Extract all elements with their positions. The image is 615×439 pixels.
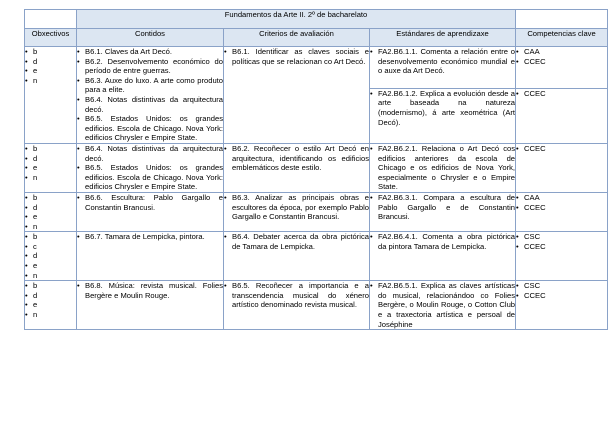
header-row bbox=[25, 29, 608, 47]
title-row bbox=[25, 10, 608, 29]
criteria-cell bbox=[224, 143, 370, 192]
content-item-list bbox=[77, 232, 223, 242]
criteria-cell bbox=[224, 47, 370, 144]
objective-item: • e bbox=[25, 163, 76, 173]
criteria-cell bbox=[224, 281, 370, 330]
objective-item-list bbox=[25, 193, 76, 231]
header-contents: Contidos bbox=[77, 29, 224, 47]
standard-item-list bbox=[370, 232, 515, 251]
standard-cell bbox=[370, 47, 516, 89]
table-row bbox=[25, 192, 608, 231]
competence-item-list bbox=[516, 232, 607, 251]
content-item: • B6.4. Notas distintivas da arquitectura decó. bbox=[77, 144, 223, 163]
criterion-item-list bbox=[224, 144, 369, 173]
contents-cell bbox=[77, 47, 224, 144]
content-item: • B6.5. Estados Unidos: os grandes edificios. Escola de Chicago. Nova York: edificios Chrysler e Empire State. bbox=[77, 163, 223, 192]
criterion-item: • B6.2. Recoñecer o estilo Art Decó en arquitectura, identificando os edificios emblemáticos deste estilo. bbox=[224, 144, 369, 173]
content-item: • B6.8. Música: revista musical. Folies Bergère e Moulin Rouge. bbox=[77, 281, 223, 300]
contents-cell bbox=[77, 281, 224, 330]
standard-item: • FA2.B6.4.1. Comenta a obra pictórica da pintora Tamara de Lempicka. bbox=[370, 232, 515, 251]
content-item: • B6.1. Claves da Art Decó. bbox=[77, 47, 223, 57]
standard-item-list bbox=[370, 144, 515, 192]
table-row bbox=[25, 143, 608, 192]
criteria-cell bbox=[224, 192, 370, 231]
criterion-item: • B6.4. Debater acerca da obra pictórica de Tamara de Lempicka. bbox=[224, 232, 369, 251]
content-item: • B6.2. Desenvolvemento económico do período de entre guerras. bbox=[77, 57, 223, 76]
objective-item: • e bbox=[25, 66, 76, 76]
standard-item: • FA2.B6.1.2. Explica a evolución desde a arte baseada na natureza (modernismo), á arte xeométrica (Art Decó). bbox=[370, 89, 515, 127]
objectives-cell bbox=[25, 232, 77, 281]
competence-item-list bbox=[516, 89, 607, 99]
content-item: • B6.3. Auxe do luxo. A arte como produto para a elite. bbox=[77, 76, 223, 95]
competence-item: • CCEC bbox=[516, 203, 607, 213]
objective-item: • d bbox=[25, 291, 76, 301]
criterion-item-list bbox=[224, 193, 369, 222]
competence-item: • CCEC bbox=[516, 291, 607, 301]
content-item-list bbox=[77, 47, 223, 143]
criterion-item-list bbox=[224, 47, 369, 66]
table-body bbox=[25, 47, 608, 330]
table-row bbox=[25, 281, 608, 330]
standard-item-list bbox=[370, 193, 515, 222]
objectives-cell bbox=[25, 47, 77, 144]
criteria-cell bbox=[224, 232, 370, 281]
competences-cell bbox=[516, 232, 608, 281]
content-item: • B6.4. Notas distintivas da arquitectura decó. bbox=[77, 95, 223, 114]
objective-item: • d bbox=[25, 57, 76, 67]
standard-item: • FA2.B6.3.1. Compara a escultura de Pablo Gargallo e de Constantin Brancusi. bbox=[370, 193, 515, 222]
header-criteria: Criterios de avaliación bbox=[224, 29, 370, 47]
standard-cell bbox=[370, 88, 516, 143]
standard-cell bbox=[370, 192, 516, 231]
content-item-list bbox=[77, 193, 223, 212]
competence-item: • CCEC bbox=[516, 89, 607, 99]
objective-item: • b bbox=[25, 47, 76, 57]
competence-item: • CAA bbox=[516, 193, 607, 203]
objective-item: • d bbox=[25, 154, 76, 164]
criterion-item-list bbox=[224, 281, 369, 310]
table-title: Fundamentos da Arte II. 2º de bacharelato bbox=[77, 10, 516, 29]
content-item: • B6.6. Escultura: Pablo Gargallo e Constantin Brancusi. bbox=[77, 193, 223, 212]
competence-item-list bbox=[516, 193, 607, 212]
content-item: • B6.5. Estados Unidos: os grandes edificios. Escola de Chicago. Nova York: edificios Chrysler e Empire State. bbox=[77, 114, 223, 143]
objective-item-list bbox=[25, 144, 76, 182]
objective-item: • n bbox=[25, 173, 76, 183]
competence-item-list bbox=[516, 47, 607, 66]
standard-item-list bbox=[370, 89, 515, 127]
objective-item: • n bbox=[25, 222, 76, 232]
objective-item: • n bbox=[25, 310, 76, 320]
objective-item: • n bbox=[25, 76, 76, 86]
standard-item: • FA2.B6.1.1. Comenta a relación entre o desenvolvemento económico mundial e o auxe da Art Decó. bbox=[370, 47, 515, 76]
objective-item: • b bbox=[25, 144, 76, 154]
standard-item: • FA2.B6.2.1. Relaciona o Art Decó cos edificios anteriores da escola de Chicago e os edificios de Nova York, especialmente o Chrysler e o Empire State. bbox=[370, 144, 515, 192]
criterion-item: • B6.1. Identificar as claves sociais e políticas que se relacionan co Art Decó. bbox=[224, 47, 369, 66]
objective-item: • e bbox=[25, 300, 76, 310]
objective-item-list bbox=[25, 281, 76, 319]
objective-item: • n bbox=[25, 271, 76, 281]
content-item: • B6.7. Tamara de Lempicka, pintora. bbox=[77, 232, 223, 242]
header-standards: Estándares de aprendizaxe bbox=[370, 29, 516, 47]
content-item-list bbox=[77, 281, 223, 300]
competence-item: • CCEC bbox=[516, 57, 607, 67]
corner-blank-left bbox=[25, 10, 77, 29]
objective-item: • e bbox=[25, 212, 76, 222]
standard-item: • FA2.B6.5.1. Explica as claves artísticas do musical, relacionándoo co Folies Bergère, o Moulin Rouge, o Cotton Club e a traxectoria artística e persoal de Joséphine bbox=[370, 281, 515, 329]
competence-item: • CCEC bbox=[516, 144, 607, 154]
curriculum-table bbox=[24, 9, 608, 330]
objective-item: • e bbox=[25, 261, 76, 271]
competences-cell bbox=[516, 143, 608, 192]
competence-item: • CSC bbox=[516, 232, 607, 242]
objectives-cell bbox=[25, 281, 77, 330]
contents-cell bbox=[77, 143, 224, 192]
criterion-item: • B6.3. Analizar as principais obras e escultores da época, por exemplo Pablo Gargallo e Constantin Brancusi. bbox=[224, 193, 369, 222]
objective-item: • c bbox=[25, 242, 76, 252]
corner-blank-right bbox=[516, 10, 608, 29]
competences-cell bbox=[516, 281, 608, 330]
objective-item: • b bbox=[25, 232, 76, 242]
header-objectives: Obxectivos bbox=[25, 29, 77, 47]
criterion-item: • B6.5. Recoñecer a importancia e a transcendencia musical do xénero artístico denominado revista musical. bbox=[224, 281, 369, 310]
standard-item-list bbox=[370, 281, 515, 329]
header-competences: Competencias clave bbox=[516, 29, 608, 47]
objectives-cell bbox=[25, 192, 77, 231]
objectives-cell bbox=[25, 143, 77, 192]
competence-item: • CSC bbox=[516, 281, 607, 291]
competence-item-list bbox=[516, 144, 607, 154]
table-row bbox=[25, 47, 608, 89]
contents-cell bbox=[77, 192, 224, 231]
competences-cell bbox=[516, 47, 608, 89]
content-item-list bbox=[77, 144, 223, 192]
criterion-item-list bbox=[224, 232, 369, 251]
competences-cell bbox=[516, 88, 608, 143]
competences-cell bbox=[516, 192, 608, 231]
objective-item-list bbox=[25, 232, 76, 280]
competence-item-list bbox=[516, 281, 607, 300]
table-row bbox=[25, 232, 608, 281]
standard-cell bbox=[370, 232, 516, 281]
standard-cell bbox=[370, 143, 516, 192]
objective-item-list bbox=[25, 47, 76, 85]
contents-cell bbox=[77, 232, 224, 281]
objective-item: • d bbox=[25, 251, 76, 261]
competence-item: • CAA bbox=[516, 47, 607, 57]
objective-item: • b bbox=[25, 281, 76, 291]
competence-item: • CCEC bbox=[516, 242, 607, 252]
standard-cell bbox=[370, 281, 516, 330]
objective-item: • d bbox=[25, 203, 76, 213]
objective-item: • b bbox=[25, 193, 76, 203]
standard-item-list bbox=[370, 47, 515, 76]
